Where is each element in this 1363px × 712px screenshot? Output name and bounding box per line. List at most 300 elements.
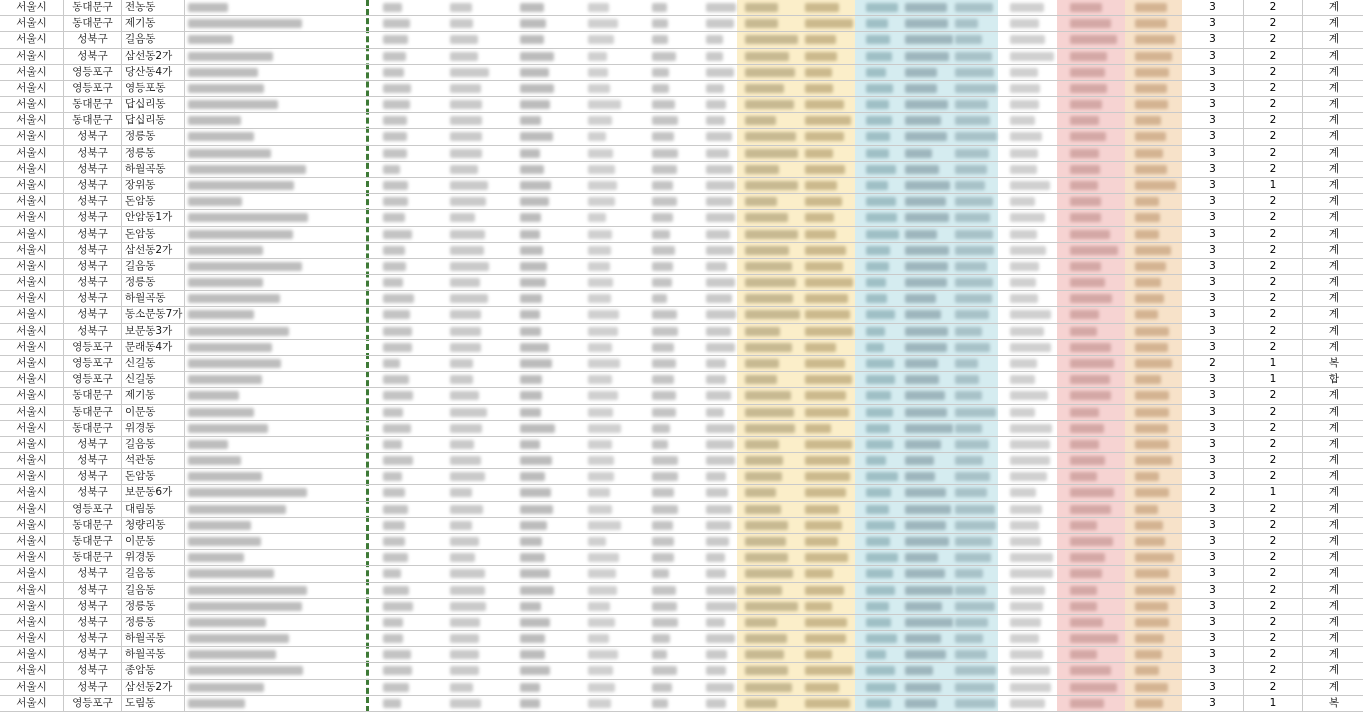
- district-cell[interactable]: 성북구: [64, 275, 122, 290]
- neighborhood-cell[interactable]: 석관동: [122, 453, 185, 468]
- type-cell[interactable]: 계: [1328, 179, 1339, 191]
- type-cell[interactable]: 계: [1328, 470, 1339, 483]
- masked-cell: [652, 553, 674, 562]
- city-cell[interactable]: 서울시: [0, 146, 64, 161]
- neighborhood-cell[interactable]: 하월곡동: [122, 631, 185, 646]
- neighborhood-cell[interactable]: 길음동: [122, 437, 185, 452]
- count-b-cell[interactable]: 2: [1244, 421, 1303, 436]
- count-a-cell[interactable]: 2: [1182, 485, 1244, 500]
- masked-cell: [905, 505, 951, 514]
- city-cell[interactable]: 서울시: [0, 210, 64, 225]
- count-a-cell[interactable]: 3: [1182, 291, 1244, 306]
- count-b-cell[interactable]: 2: [1244, 583, 1303, 598]
- type-cell[interactable]: 계: [1328, 162, 1339, 175]
- neighborhood-cell[interactable]: 청량리동: [122, 518, 185, 533]
- count-b-cell[interactable]: 2: [1244, 162, 1303, 177]
- city-cell[interactable]: 서울시: [0, 680, 64, 695]
- district-cell[interactable]: 동대문구: [64, 0, 122, 15]
- neighborhood-cell[interactable]: 답십리동: [122, 113, 185, 128]
- neighborhood-cell[interactable]: 정릉동: [122, 275, 185, 290]
- table-row: [0, 291, 1363, 307]
- district-cell[interactable]: 성북구: [64, 583, 122, 598]
- count-a-cell[interactable]: 3: [1182, 97, 1244, 112]
- district-cell[interactable]: 동대문구: [64, 388, 122, 403]
- count-a-cell[interactable]: 3: [1182, 275, 1244, 290]
- district-cell[interactable]: 성북구: [64, 631, 122, 646]
- count-a-cell[interactable]: 3: [1182, 65, 1244, 80]
- type-cell[interactable]: 계: [1328, 227, 1339, 240]
- masked-cell: [706, 618, 725, 627]
- district-cell[interactable]: 성북구: [64, 291, 122, 306]
- count-a-cell[interactable]: 3: [1182, 680, 1244, 695]
- type-cell[interactable]: 계: [1328, 340, 1339, 353]
- city-cell[interactable]: 서울시: [0, 421, 64, 436]
- neighborhood-cell[interactable]: 제기동: [122, 16, 185, 31]
- neighborhood-cell[interactable]: 도림동: [122, 696, 185, 711]
- type-cell[interactable]: 계: [1328, 33, 1339, 46]
- neighborhood-cell[interactable]: 정릉동: [122, 599, 185, 614]
- city-cell[interactable]: 서울시: [0, 469, 64, 484]
- count-a-cell[interactable]: 3: [1182, 453, 1244, 468]
- city-cell[interactable]: 서울시: [0, 388, 64, 403]
- type-cell[interactable]: 계: [1328, 567, 1339, 580]
- district-cell[interactable]: 동대문구: [64, 534, 122, 549]
- city-cell[interactable]: 서울시: [0, 178, 64, 193]
- district-cell[interactable]: 성북구: [64, 680, 122, 695]
- city-cell[interactable]: 서울시: [0, 534, 64, 549]
- district-cell[interactable]: 성북구: [64, 307, 122, 322]
- neighborhood-cell[interactable]: 위경동: [122, 421, 185, 436]
- masked-cell: [652, 391, 676, 400]
- neighborhood-cell[interactable]: 당산동4가: [122, 65, 185, 80]
- neighborhood-cell[interactable]: 영등포동: [122, 81, 185, 96]
- count-b-cell[interactable]: 2: [1244, 437, 1303, 452]
- masked-cell: [520, 553, 545, 562]
- city-cell[interactable]: 서울시: [0, 696, 64, 711]
- count-a-cell[interactable]: 3: [1182, 129, 1244, 144]
- type-cell[interactable]: 계: [1328, 535, 1339, 547]
- count-a-cell[interactable]: 3: [1182, 210, 1244, 225]
- count-a-cell[interactable]: 3: [1182, 502, 1244, 517]
- count-b-cell[interactable]: 2: [1244, 210, 1303, 225]
- count-a-cell[interactable]: 3: [1182, 663, 1244, 678]
- district-cell[interactable]: 성북구: [64, 437, 122, 452]
- neighborhood-cell[interactable]: 정릉동: [122, 129, 185, 144]
- district-cell[interactable]: 성북구: [64, 210, 122, 225]
- masked-cell: [652, 181, 673, 190]
- neighborhood-cell[interactable]: 돈암동: [122, 469, 185, 484]
- count-b-cell[interactable]: 2: [1244, 65, 1303, 80]
- count-b-cell[interactable]: 2: [1244, 615, 1303, 630]
- count-a-cell[interactable]: 3: [1182, 566, 1244, 581]
- masked-cell: [1010, 230, 1037, 239]
- masked-cell: [905, 165, 939, 174]
- masked-cell: [955, 634, 983, 643]
- count-b-cell[interactable]: 2: [1244, 129, 1303, 144]
- masked-cell: [652, 327, 678, 336]
- count-a-cell[interactable]: 2: [1182, 356, 1244, 371]
- masked-cell: [1010, 586, 1045, 595]
- district-cell[interactable]: 성북구: [64, 615, 122, 630]
- count-a-cell[interactable]: 3: [1182, 550, 1244, 565]
- neighborhood-cell[interactable]: 제기동: [122, 388, 185, 403]
- city-cell[interactable]: 서울시: [0, 194, 64, 209]
- city-cell[interactable]: 서울시: [0, 405, 64, 420]
- city-cell[interactable]: 서울시: [0, 502, 64, 517]
- neighborhood-cell[interactable]: 장위동: [122, 178, 185, 193]
- neighborhood-cell[interactable]: 길음동: [122, 259, 185, 274]
- count-b-cell[interactable]: 2: [1244, 680, 1303, 695]
- district-cell[interactable]: 동대문구: [64, 113, 122, 128]
- masked-cell: [588, 181, 617, 190]
- city-cell[interactable]: 서울시: [0, 129, 64, 144]
- neighborhood-cell[interactable]: 정릉동: [122, 615, 185, 630]
- count-a-cell[interactable]: 3: [1182, 469, 1244, 484]
- count-a-cell[interactable]: 3: [1182, 421, 1244, 436]
- count-b-cell[interactable]: 2: [1244, 631, 1303, 646]
- count-a-cell[interactable]: 3: [1182, 583, 1244, 598]
- count-a-cell[interactable]: 3: [1182, 32, 1244, 47]
- city-cell[interactable]: 서울시: [0, 372, 64, 387]
- count-b-cell[interactable]: 2: [1244, 97, 1303, 112]
- district-cell[interactable]: 동대문구: [64, 518, 122, 533]
- count-b-cell[interactable]: 1: [1244, 696, 1303, 711]
- district-cell[interactable]: 성북구: [64, 259, 122, 274]
- district-cell[interactable]: 성북구: [64, 146, 122, 161]
- type-cell[interactable]: 계: [1328, 551, 1339, 564]
- count-a-cell[interactable]: 3: [1182, 437, 1244, 452]
- city-cell[interactable]: 서울시: [0, 49, 64, 64]
- masked-cell: [955, 52, 992, 61]
- count-b-cell[interactable]: 2: [1244, 453, 1303, 468]
- count-a-cell[interactable]: 3: [1182, 194, 1244, 209]
- count-b-cell[interactable]: 2: [1244, 275, 1303, 290]
- district-cell[interactable]: 성북구: [64, 227, 122, 242]
- count-a-cell[interactable]: 3: [1182, 259, 1244, 274]
- count-b-cell[interactable]: 2: [1244, 0, 1303, 15]
- district-cell[interactable]: 동대문구: [64, 405, 122, 420]
- count-b-cell[interactable]: 1: [1244, 356, 1303, 371]
- district-cell[interactable]: 동대문구: [64, 16, 122, 31]
- district-cell[interactable]: 영등포구: [64, 356, 122, 371]
- masked-cell: [1010, 213, 1045, 222]
- masked-cell: [188, 149, 271, 158]
- neighborhood-cell[interactable]: 이문동: [122, 534, 185, 549]
- count-b-cell[interactable]: 2: [1244, 599, 1303, 614]
- city-cell[interactable]: 서울시: [0, 647, 64, 662]
- type-cell[interactable]: 계: [1328, 664, 1339, 677]
- type-cell[interactable]: 계: [1328, 421, 1339, 434]
- type-cell[interactable]: 계: [1328, 1, 1339, 13]
- city-cell[interactable]: 서울시: [0, 307, 64, 322]
- district-cell[interactable]: 성북구: [64, 162, 122, 177]
- count-b-cell[interactable]: 1: [1244, 178, 1303, 193]
- city-cell[interactable]: 서울시: [0, 631, 64, 646]
- neighborhood-cell[interactable]: 안암동1가: [122, 210, 185, 225]
- type-cell[interactable]: 계: [1328, 324, 1339, 337]
- type-cell[interactable]: 계: [1328, 454, 1339, 467]
- masked-cell: [745, 488, 776, 497]
- type-cell[interactable]: 계: [1328, 49, 1339, 62]
- masked-cell: [520, 650, 545, 659]
- type-cell[interactable]: 계: [1328, 195, 1339, 208]
- masked-cell: [955, 488, 987, 497]
- district-cell[interactable]: 성북구: [64, 453, 122, 468]
- city-cell[interactable]: 서울시: [0, 485, 64, 500]
- city-cell[interactable]: 서울시: [0, 340, 64, 355]
- city-cell[interactable]: 서울시: [0, 615, 64, 630]
- city-cell[interactable]: 서울시: [0, 16, 64, 31]
- neighborhood-cell[interactable]: 하월곡동: [122, 291, 185, 306]
- neighborhood-cell[interactable]: 길음동: [122, 32, 185, 47]
- type-cell[interactable]: 계: [1328, 259, 1339, 272]
- city-cell[interactable]: 서울시: [0, 663, 64, 678]
- count-b-cell[interactable]: 2: [1244, 566, 1303, 581]
- type-cell[interactable]: 계: [1328, 405, 1339, 418]
- count-b-cell[interactable]: 1: [1244, 372, 1303, 387]
- count-b-cell[interactable]: 2: [1244, 663, 1303, 678]
- count-b-cell[interactable]: 2: [1244, 502, 1303, 517]
- city-cell[interactable]: 서울시: [0, 227, 64, 242]
- masked-cell: [706, 84, 724, 93]
- count-b-cell[interactable]: 2: [1244, 534, 1303, 549]
- count-a-cell[interactable]: 3: [1182, 599, 1244, 614]
- city-cell[interactable]: 서울시: [0, 453, 64, 468]
- city-cell[interactable]: 서울시: [0, 32, 64, 47]
- masked-cell: [805, 246, 846, 255]
- count-a-cell[interactable]: 3: [1182, 372, 1244, 387]
- count-a-cell[interactable]: 3: [1182, 340, 1244, 355]
- type-cell[interactable]: 복: [1328, 357, 1339, 369]
- count-b-cell[interactable]: 2: [1244, 388, 1303, 403]
- type-cell[interactable]: 계: [1328, 502, 1339, 515]
- city-cell[interactable]: 서울시: [0, 259, 64, 274]
- type-cell[interactable]: 계: [1328, 518, 1339, 531]
- count-b-cell[interactable]: 2: [1244, 49, 1303, 64]
- count-b-cell[interactable]: 2: [1244, 243, 1303, 258]
- type-cell[interactable]: 계: [1328, 632, 1339, 645]
- count-a-cell[interactable]: 3: [1182, 227, 1244, 242]
- city-cell[interactable]: 서울시: [0, 243, 64, 258]
- count-b-cell[interactable]: 2: [1244, 340, 1303, 355]
- district-cell[interactable]: 동대문구: [64, 421, 122, 436]
- count-a-cell[interactable]: 3: [1182, 324, 1244, 339]
- type-cell[interactable]: 계: [1328, 437, 1339, 450]
- district-cell[interactable]: 성북구: [64, 324, 122, 339]
- masked-cell: [1010, 310, 1051, 319]
- neighborhood-cell[interactable]: 신길동: [122, 372, 185, 387]
- masked-cell: [520, 634, 545, 643]
- type-cell[interactable]: 계: [1328, 98, 1339, 111]
- city-cell[interactable]: 서울시: [0, 162, 64, 177]
- neighborhood-cell[interactable]: 돈암동: [122, 227, 185, 242]
- neighborhood-cell[interactable]: 위경동: [122, 550, 185, 565]
- neighborhood-cell[interactable]: 대림동: [122, 502, 185, 517]
- masked-cell: [520, 52, 554, 61]
- count-b-cell[interactable]: 2: [1244, 550, 1303, 565]
- neighborhood-cell[interactable]: 동소문동7가: [122, 307, 185, 322]
- city-cell[interactable]: 서울시: [0, 599, 64, 614]
- count-a-cell[interactable]: 3: [1182, 146, 1244, 161]
- neighborhood-cell[interactable]: 삼선동2가: [122, 243, 185, 258]
- neighborhood-cell[interactable]: 전농동: [122, 0, 185, 15]
- masked-cell: [805, 472, 850, 481]
- district-cell[interactable]: 성북구: [64, 178, 122, 193]
- city-cell[interactable]: 서울시: [0, 291, 64, 306]
- city-cell[interactable]: 서울시: [0, 566, 64, 581]
- masked-cell: [706, 165, 733, 174]
- district-cell[interactable]: 성북구: [64, 566, 122, 581]
- count-b-cell[interactable]: 2: [1244, 469, 1303, 484]
- count-a-cell[interactable]: 3: [1182, 49, 1244, 64]
- count-a-cell[interactable]: 3: [1182, 518, 1244, 533]
- city-cell[interactable]: 서울시: [0, 97, 64, 112]
- count-b-cell[interactable]: 1: [1244, 485, 1303, 500]
- neighborhood-cell[interactable]: 삼선동2가: [122, 49, 185, 64]
- count-a-cell[interactable]: 3: [1182, 162, 1244, 177]
- count-a-cell[interactable]: 3: [1182, 405, 1244, 420]
- count-b-cell[interactable]: 2: [1244, 291, 1303, 306]
- type-cell[interactable]: 계: [1328, 81, 1339, 94]
- count-b-cell[interactable]: 2: [1244, 307, 1303, 322]
- count-b-cell[interactable]: 2: [1244, 518, 1303, 533]
- count-a-cell[interactable]: 3: [1182, 631, 1244, 646]
- count-b-cell[interactable]: 2: [1244, 81, 1303, 96]
- type-cell[interactable]: 계: [1328, 680, 1339, 693]
- district-cell[interactable]: 영등포구: [64, 340, 122, 355]
- type-cell[interactable]: 계: [1328, 130, 1339, 143]
- neighborhood-cell[interactable]: 삼선동2가: [122, 680, 185, 695]
- city-cell[interactable]: 서울시: [0, 65, 64, 80]
- city-cell[interactable]: 서울시: [0, 518, 64, 533]
- count-b-cell[interactable]: 2: [1244, 647, 1303, 662]
- district-cell[interactable]: 성북구: [64, 647, 122, 662]
- district-cell[interactable]: 영등포구: [64, 372, 122, 387]
- type-cell[interactable]: 계: [1328, 65, 1339, 78]
- count-a-cell[interactable]: 3: [1182, 307, 1244, 322]
- count-b-cell[interactable]: 2: [1244, 146, 1303, 161]
- type-cell[interactable]: 계: [1328, 292, 1339, 305]
- city-cell[interactable]: 서울시: [0, 356, 64, 371]
- city-cell[interactable]: 서울시: [0, 583, 64, 598]
- neighborhood-cell[interactable]: 정릉동: [122, 146, 185, 161]
- count-b-cell[interactable]: 2: [1244, 16, 1303, 31]
- count-a-cell[interactable]: 3: [1182, 647, 1244, 662]
- neighborhood-cell[interactable]: 보문동3가: [122, 324, 185, 339]
- type-cell[interactable]: 계: [1328, 583, 1339, 596]
- district-cell[interactable]: 성북구: [64, 194, 122, 209]
- neighborhood-cell[interactable]: 길음동: [122, 566, 185, 581]
- count-b-cell[interactable]: 2: [1244, 32, 1303, 47]
- count-a-cell[interactable]: 3: [1182, 615, 1244, 630]
- city-cell[interactable]: 서울시: [0, 324, 64, 339]
- district-cell[interactable]: 성북구: [64, 599, 122, 614]
- count-b-cell[interactable]: 2: [1244, 113, 1303, 128]
- masked-cell: [383, 569, 401, 578]
- neighborhood-cell[interactable]: 길음동: [122, 583, 185, 598]
- count-b-cell[interactable]: 2: [1244, 259, 1303, 274]
- neighborhood-cell[interactable]: 답십리동: [122, 97, 185, 112]
- type-cell[interactable]: 계: [1328, 114, 1339, 127]
- city-cell[interactable]: 서울시: [0, 275, 64, 290]
- masked-cell: [905, 359, 938, 368]
- masked-cell: [706, 294, 732, 303]
- type-cell[interactable]: 계: [1328, 389, 1339, 402]
- district-cell[interactable]: 성북구: [64, 469, 122, 484]
- district-cell[interactable]: 성북구: [64, 663, 122, 678]
- count-a-cell[interactable]: 3: [1182, 81, 1244, 96]
- district-cell[interactable]: 성북구: [64, 243, 122, 258]
- count-b-cell[interactable]: 2: [1244, 405, 1303, 420]
- type-cell[interactable]: 계: [1328, 599, 1339, 612]
- count-a-cell[interactable]: 3: [1182, 696, 1244, 711]
- district-cell[interactable]: 동대문구: [64, 97, 122, 112]
- count-a-cell[interactable]: 3: [1182, 388, 1244, 403]
- type-cell[interactable]: 계: [1328, 276, 1339, 289]
- neighborhood-cell[interactable]: 문래동4가: [122, 340, 185, 355]
- count-b-cell[interactable]: 2: [1244, 227, 1303, 242]
- type-cell[interactable]: 복: [1328, 696, 1339, 709]
- type-cell[interactable]: 계: [1328, 308, 1339, 321]
- table-row: [0, 259, 1363, 275]
- count-a-cell[interactable]: 3: [1182, 243, 1244, 258]
- city-cell[interactable]: 서울시: [0, 113, 64, 128]
- district-cell[interactable]: 동대문구: [64, 550, 122, 565]
- count-a-cell[interactable]: 3: [1182, 534, 1244, 549]
- neighborhood-cell[interactable]: 이문동: [122, 405, 185, 420]
- type-cell[interactable]: 계: [1328, 146, 1339, 159]
- district-cell[interactable]: 성북구: [64, 49, 122, 64]
- neighborhood-cell[interactable]: 종암동: [122, 663, 185, 678]
- type-cell[interactable]: 합: [1328, 373, 1339, 386]
- city-cell[interactable]: 서울시: [0, 550, 64, 565]
- district-cell[interactable]: 영등포구: [64, 502, 122, 517]
- count-a-cell[interactable]: 3: [1182, 113, 1244, 128]
- district-cell[interactable]: 영등포구: [64, 696, 122, 711]
- district-cell[interactable]: 영등포구: [64, 65, 122, 80]
- type-cell[interactable]: 계: [1328, 648, 1339, 661]
- masked-cell: [450, 650, 479, 659]
- neighborhood-cell[interactable]: 하월곡동: [122, 647, 185, 662]
- neighborhood-cell[interactable]: 신길동: [122, 356, 185, 371]
- type-cell[interactable]: 계: [1328, 211, 1339, 224]
- city-cell[interactable]: 서울시: [0, 81, 64, 96]
- masked-cell: [1010, 343, 1051, 352]
- district-cell[interactable]: 성북구: [64, 485, 122, 500]
- masked-cell: [1070, 68, 1105, 77]
- city-cell[interactable]: 서울시: [0, 0, 64, 15]
- count-b-cell[interactable]: 2: [1244, 324, 1303, 339]
- city-cell[interactable]: 서울시: [0, 437, 64, 452]
- district-cell[interactable]: 성북구: [64, 32, 122, 47]
- type-cell[interactable]: 계: [1328, 243, 1339, 256]
- district-cell[interactable]: 성북구: [64, 129, 122, 144]
- masked-cell: [866, 553, 898, 562]
- masked-cell: [520, 375, 542, 384]
- masked-cell: [383, 618, 403, 627]
- district-cell[interactable]: 영등포구: [64, 81, 122, 96]
- count-a-cell[interactable]: 3: [1182, 16, 1244, 31]
- neighborhood-cell[interactable]: 하월곡동: [122, 162, 185, 177]
- neighborhood-cell[interactable]: 보문동6가: [122, 485, 185, 500]
- count-b-cell[interactable]: 2: [1244, 194, 1303, 209]
- type-cell[interactable]: 계: [1328, 17, 1339, 30]
- type-cell[interactable]: 계: [1328, 615, 1339, 628]
- neighborhood-cell[interactable]: 돈암동: [122, 194, 185, 209]
- count-a-cell[interactable]: 3: [1182, 0, 1244, 15]
- count-a-cell[interactable]: 3: [1182, 178, 1244, 193]
- type-cell[interactable]: 계: [1328, 486, 1339, 499]
